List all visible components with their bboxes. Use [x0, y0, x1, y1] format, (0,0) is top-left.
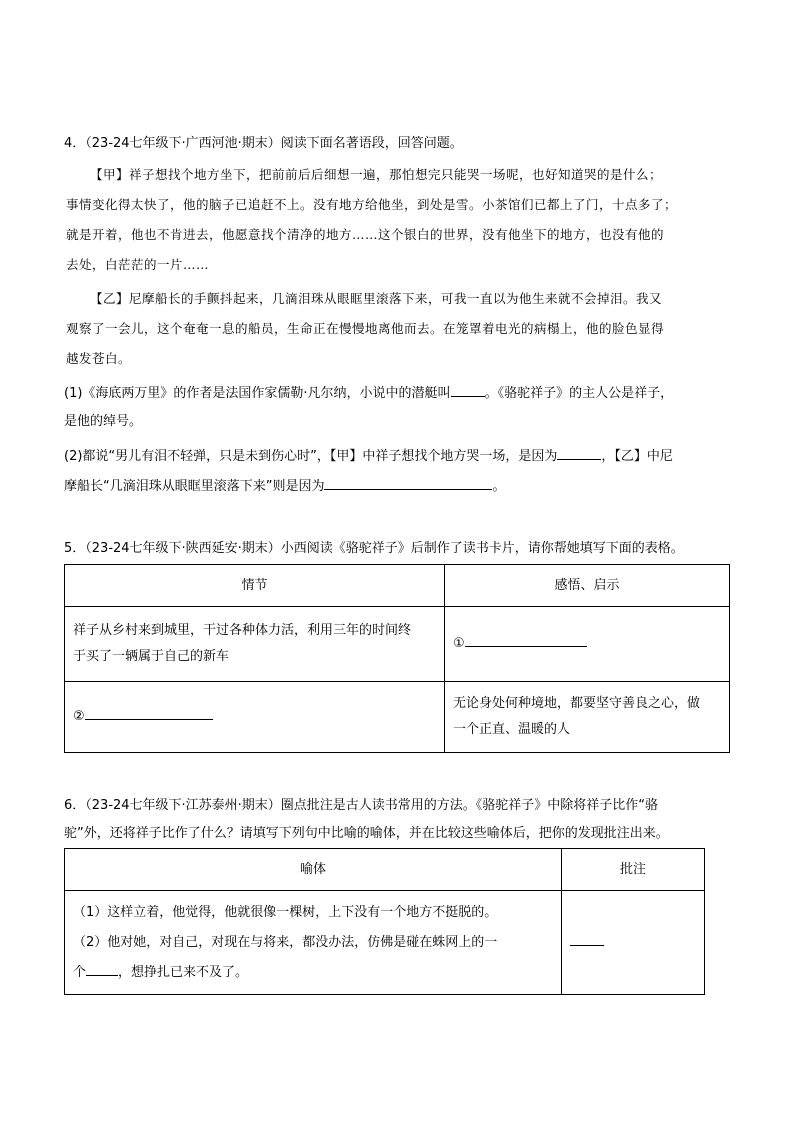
- plot-cell: [65, 607, 445, 682]
- q5-table: [64, 564, 730, 753]
- sub2-text: (2)都说“男儿有泪不轻弹，只是未到伤心时”，【甲】中祥子想找个地方哭一场，是因为: [64, 449, 558, 464]
- q4-sub1: [64, 380, 744, 436]
- answer-blank[interactable]: [324, 477, 492, 490]
- table-row: [65, 565, 730, 607]
- metaphor-cell: [65, 891, 562, 995]
- header-cell: 喻体: [65, 849, 562, 891]
- metaphor-text: ，想挣扎已来不及了。: [118, 964, 249, 980]
- answer-blank[interactable]: [85, 707, 213, 720]
- metaphor-line: [73, 958, 553, 988]
- passage-a-line: 事情变化得太快了，他的脑子已追赶不上。没有地方给他坐，到处是雪。小茶馆们已都上了门，十点多了；: [66, 197, 678, 212]
- q6-table: [64, 848, 705, 995]
- q4-passage-a: [66, 160, 746, 280]
- sub2-text: 摩船长“几滴泪珠从眼眶里滚落下来”则是因为: [64, 479, 325, 494]
- answer-blank[interactable]: [557, 447, 601, 460]
- sub1-text: 。《骆驼祥子》的主人公是祥子，: [484, 386, 674, 401]
- header-cell: 情节: [65, 565, 445, 607]
- passage-a-line: 【甲】祥子想找个地方坐下，把前前后后细想一遍，那怕想完只能哭一场呢，也好知道哭的是什么；: [90, 167, 663, 182]
- insight-text: 一个正直、温暖的人: [453, 722, 571, 737]
- sub1-text: (1)《海底两万里》的作者是法国作家儒勒·凡尔纳，小说中的潜艇叫: [64, 386, 451, 401]
- metaphor-text: 个: [73, 964, 87, 980]
- q6-header-line: 驼”外，还将祥子比作了什么？请填写下列句中比喻的喻体，并在比较这些喻体后，把你的发现批注出来。: [64, 826, 669, 841]
- answer-blank[interactable]: [465, 634, 587, 647]
- answer-blank[interactable]: [86, 963, 118, 976]
- passage-a-line: 就是开着，他也不肯进去，他愿意找个清净的地方……这个银白的世界，没有他坐下的地方，也没有他的: [66, 227, 665, 242]
- insight-cell[interactable]: [445, 607, 730, 682]
- passage-b-line: 观察了一会儿，这个奄奄一息的船员，生命正在慢慢地离他而去。在笼罩着电光的病榻上，他的脸色显得: [66, 321, 665, 336]
- table-row: [65, 849, 705, 891]
- header-cell: 感悟、启示: [445, 565, 730, 607]
- table-row: [65, 682, 730, 753]
- sub2-text: 。: [492, 479, 506, 494]
- answer-blank[interactable]: [570, 933, 604, 946]
- plot-text: 于买了一辆属于自己的新车: [73, 649, 230, 664]
- table-row: [65, 891, 705, 995]
- table-row: [65, 607, 730, 682]
- passage-b-line: 【乙】尼摩船长的手颤抖起来，几滴泪珠从眼眶里滚落下来，可我一直以为他生来就不会掉泪。我又: [90, 291, 663, 306]
- metaphor-line: （2）他对她，对自己，对现在与将来，都没办法，仿佛是碰在蛛网上的一: [73, 934, 498, 950]
- passage-a-line: 去处，白茫茫的一片……: [66, 257, 210, 272]
- circled-number: ①: [453, 636, 465, 651]
- header-cell: 批注: [562, 849, 705, 891]
- q4-sub2: [64, 442, 744, 502]
- q6-header: [64, 792, 744, 848]
- insight-cell: [445, 682, 730, 753]
- q4-header: 4．（23-24七年级下·广西河池·期末）阅读下面名著语段，回答问题。: [64, 136, 463, 151]
- passage-b-line: 越发苍白。: [66, 351, 132, 366]
- annotation-cell[interactable]: [562, 891, 705, 995]
- sub1-text: 是他的绰号。: [64, 414, 143, 429]
- q6-header-line: 6．（23-24七年级下·江苏泰州·期末）圈点批注是古人读书常用的方法。《骆驼祥子》中除将祥子比作“骆: [64, 798, 659, 813]
- sub2-text: ，【乙】中尼: [601, 449, 673, 464]
- q5-header: 5．（23-24七年级下·陕西延安·期末）小西阅读《骆驼祥子》后制作了读书卡片，请你帮她填写下面的表格。: [64, 541, 684, 556]
- q4-passage-b: [66, 284, 746, 374]
- metaphor-line: （1）这样立着，他觉得，他就很像一棵树，上下没有一个地方不挺脱的。: [73, 904, 498, 920]
- plot-text: 祥子从乡村来到城里，干过各种体力活，利用三年的时间终: [73, 623, 412, 638]
- insight-text: 无论身处何种境地，都要坚守善良之心，做: [453, 696, 701, 711]
- plot-cell[interactable]: [65, 682, 445, 753]
- answer-blank[interactable]: [451, 384, 485, 397]
- circled-number: ②: [73, 709, 85, 724]
